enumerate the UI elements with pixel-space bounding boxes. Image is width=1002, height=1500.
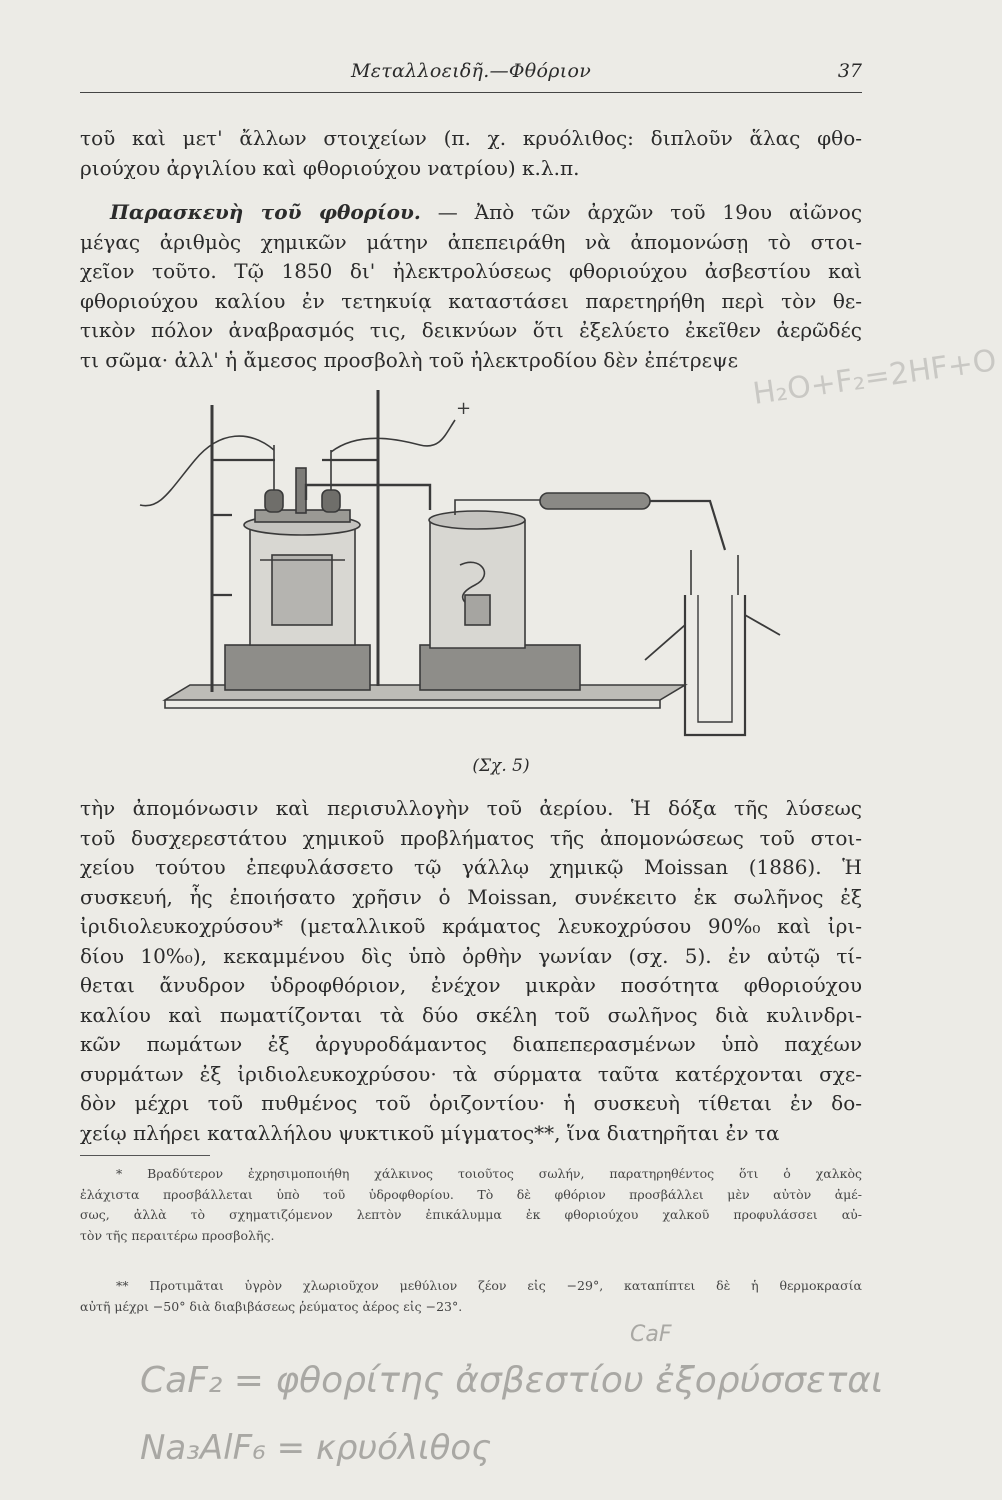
apparatus-illustration (100, 390, 920, 750)
handwritten-note-line-1: CaF₂ = φθορίτης ἀσβεστίου ἐξορύσσεται (140, 1360, 884, 1401)
text-line: μέγας ἀριθμὸς χημικῶν μάτην ἀπεπειράθη νὰ ἀπομονώσῃ τὸ στοι- (80, 229, 862, 254)
footnote-1 (80, 1164, 862, 1246)
text-line: χείου τούτου ἐπεφυλάσσετο τῷ γάλλῳ χημικῷ Moissan (1886). Ἡ (80, 855, 862, 879)
section-heading: Παρασκευὴ τοῦ φθορίου. (110, 200, 421, 224)
footnote-line: σως, ἀλλὰ τὸ σχηματιζόμενον λεπτὸν ἐπικάλυμμα ἐκ φθοριούχου χαλκοῦ προφυλάσσει αὐ- (80, 1207, 862, 1222)
page-number: 37 (837, 60, 862, 82)
text-line: χείῳ πλήρει καταλλήλου ψυκτικοῦ μίγματος**, ἵνα διατηρῆται ἐν τα (80, 1120, 780, 1145)
footnote-line: τὸν τῆς περαιτέρω προσβολῆς. (80, 1227, 275, 1243)
text-line: ριούχου ἀργιλίου καὶ φθοριούχου νατρίου) κ.λ.π. (80, 155, 580, 180)
handwritten-note-small: CaF (630, 1322, 672, 1347)
figure-caption: (Σχ. 5) (472, 756, 530, 776)
footnote-line: αὐτῆ μέχρι −50° διὰ διαβιβάσεως ῥεύματος ἀέρος εἰς −23°. (80, 1298, 463, 1314)
page-header (80, 58, 862, 93)
text-line: τοῦ καὶ μετ' ἄλλων στοιχείων (π. χ. κρυόλιθος: διπλοῦν ἅλας φθο- (80, 126, 862, 150)
text-line: τὴν ἀπομόνωσιν καὶ περισυλλογὴν τοῦ ἀερίου. Ἡ δόξα τῆς λύσεως (80, 796, 862, 820)
text-line: δὸν μέχρι τοῦ πυθμένος τοῦ ὁριζοντίου· ἡ συσκευὴ τίθεται ἐν δο- (80, 1091, 862, 1115)
text-fragment: — Ἀπὸ τῶν ἀρχῶν τοῦ 19ου αἰῶνος (437, 200, 863, 224)
apparatus-figure (100, 390, 920, 750)
paragraph-3 (80, 794, 862, 1148)
paragraph-2 (80, 198, 862, 375)
plus-terminal-mark: + (456, 398, 472, 419)
footnote-line: ἐλάχιστα προσβάλλεται ὑπὸ τοῦ ὑδροφθορίου. Τὸ δὲ φθόριον προσβάλλει μὲν αὐτὸν ἀμέ- (80, 1186, 862, 1202)
text-line: συρμάτων ἐξ ἰριδιολευκοχρύσου· τὰ σύρματα ταῦτα κατέρχονται σχε- (80, 1061, 862, 1086)
text-line: συσκευή, ἧς ἐποιήσατο χρῆσιν ὁ Moissan, συνέκειτο ἐκ σωλῆνος ἐξ (80, 884, 862, 909)
text-line: τι σῶμα· ἀλλ' ἡ ἄμεσος προσβολὴ τοῦ ἠλεκτροδίου δὲν ἐπέτρεψε (80, 347, 739, 372)
text-line: φθοριούχου καλίου ἐν τετηκυίᾳ καταστάσει παρετηρήθη περὶ τὸν θε- (80, 288, 862, 313)
text-line: τοῦ δυσχερεστάτου χημικοῦ προβλήματος τῆς ἀπομονώσεως τοῦ στοι- (80, 825, 862, 850)
footnote-divider (80, 1155, 210, 1156)
text-line: τικὸν πόλον ἀναβρασμός τις, δεικνύων ὅτι ἐξελύετο ἐκεῖθεν ἀερῶδές (80, 318, 862, 342)
text-line: κῶν πωμάτων ἐξ ἀργυροδάμαντος διαπεπερασμένων ὑπὸ παχέων (80, 1032, 862, 1056)
text-line: θεται ἄνυδρον ὑδροφθόριον, ἐνέχον μικρὰν ποσότητα φθοριούχου (80, 973, 862, 997)
footnote-line: ** Προτιμᾶται ὑγρὸν χλωριοῦχον μεθύλιον ζέον εἰς −29°, καταπίπτει δὲ ἡ θερμοκρασία (116, 1278, 862, 1293)
footnote-2 (80, 1276, 862, 1317)
text-line: χεῖον τοῦτο. Τῷ 1850 δι' ἠλεκτρολύσεως φθοριούχου ἀσβεστίου καὶ (80, 259, 862, 283)
running-title: Μεταλλοειδῆ.—Φθόριον (350, 60, 592, 82)
text-line: ἰριδιολευκοχρύσου* (μεταλλικοῦ κράματος λευκοχρύσου 90%₀ καὶ ἰρι- (80, 914, 862, 938)
handwritten-formula: H₂O+F₂=2HF+O (750, 343, 999, 412)
handwritten-note-line-2: Na₃AlF₆ = κρυόλιθος (140, 1428, 492, 1468)
footnote-line: * Βραδύτερον ἐχρησιμοποιήθη χάλκινος τοιοῦτος σωλήν, παρατηρηθέντος ὅτι ὁ χαλκὸς (116, 1166, 862, 1181)
text-line: δίου 10%₀), κεκαμμένου δὶς ὑπὸ ὀρθὴν γωνίαν (σχ. 5). ἐν αὐτῷ τί- (80, 943, 862, 968)
text-line: καλίου καὶ πωματίζονται τὰ δύο σκέλη τοῦ σωλῆνος διὰ κυλινδρι- (80, 1002, 862, 1027)
paragraph-1 (80, 124, 862, 183)
text-line (80, 198, 862, 228)
